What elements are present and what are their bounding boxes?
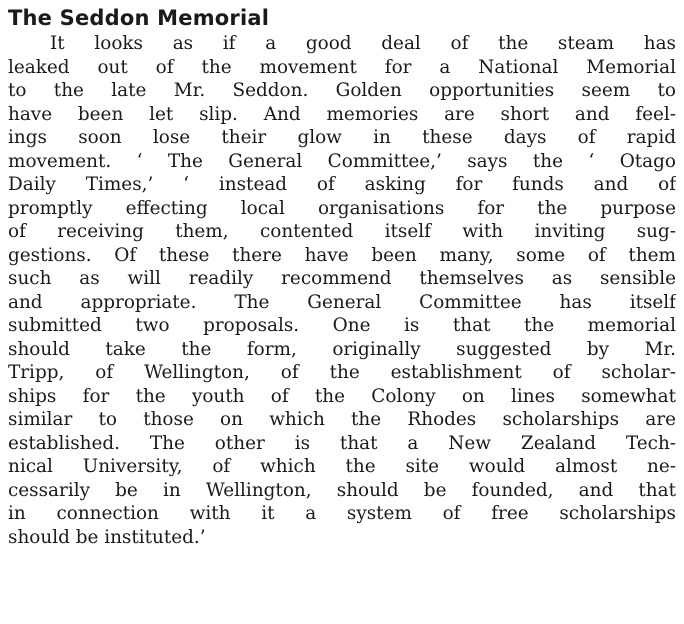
body-line: of receiving them, contented itself with inviting sug-: [8, 221, 676, 242]
body-line: gestions. Of these there have been many, some of them: [8, 244, 676, 266]
body-line: in connection with it a system of free scholarships: [8, 503, 676, 524]
body-line: promptly effecting local organisations for the purpose: [8, 197, 676, 219]
body-line: similar to those on which the Rhodes scholarships are: [8, 409, 676, 430]
body-line: ships for the youth of the Colony on lines somewhat: [8, 385, 676, 407]
body-line: established. The other is that a New Zealand Tech-: [8, 432, 676, 454]
article-title: The Seddon Memorial: [8, 6, 270, 30]
article-body: [8, 32, 680, 549]
body-line: cessarily be in Wellington, should be founded, and that: [8, 479, 676, 501]
body-line: have been let slip. And memories are short and feel-: [8, 103, 676, 125]
body-line: ings soon lose their glow in these days of rapid: [8, 127, 676, 148]
body-line: leaked out of the movement for a National Memorial: [8, 56, 676, 78]
body-line: nical University, of which the site would almost ne-: [8, 456, 676, 477]
body-line: should be instituted.’: [8, 526, 206, 548]
body-line: movement. ‘ The General Committee,’ says the ‘ Otago: [8, 150, 676, 172]
body-line: should take the form, originally suggested by Mr.: [8, 338, 676, 360]
article: [8, 4, 680, 549]
body-line: Daily Times,’ ‘ instead of asking for funds and of: [8, 174, 676, 195]
body-line: submitted two proposals. One is that the memorial: [8, 315, 676, 336]
body-line: such as will readily recommend themselves as sensible: [8, 268, 676, 289]
body-line: and appropriate. The General Committee has itself: [8, 291, 676, 313]
body-line: to the late Mr. Seddon. Golden opportunities seem to: [8, 80, 676, 101]
body-line: Tripp, of Wellington, of the establishment of scholar-: [8, 362, 676, 383]
body-line: It looks as if a good deal of the steam has: [50, 33, 676, 54]
